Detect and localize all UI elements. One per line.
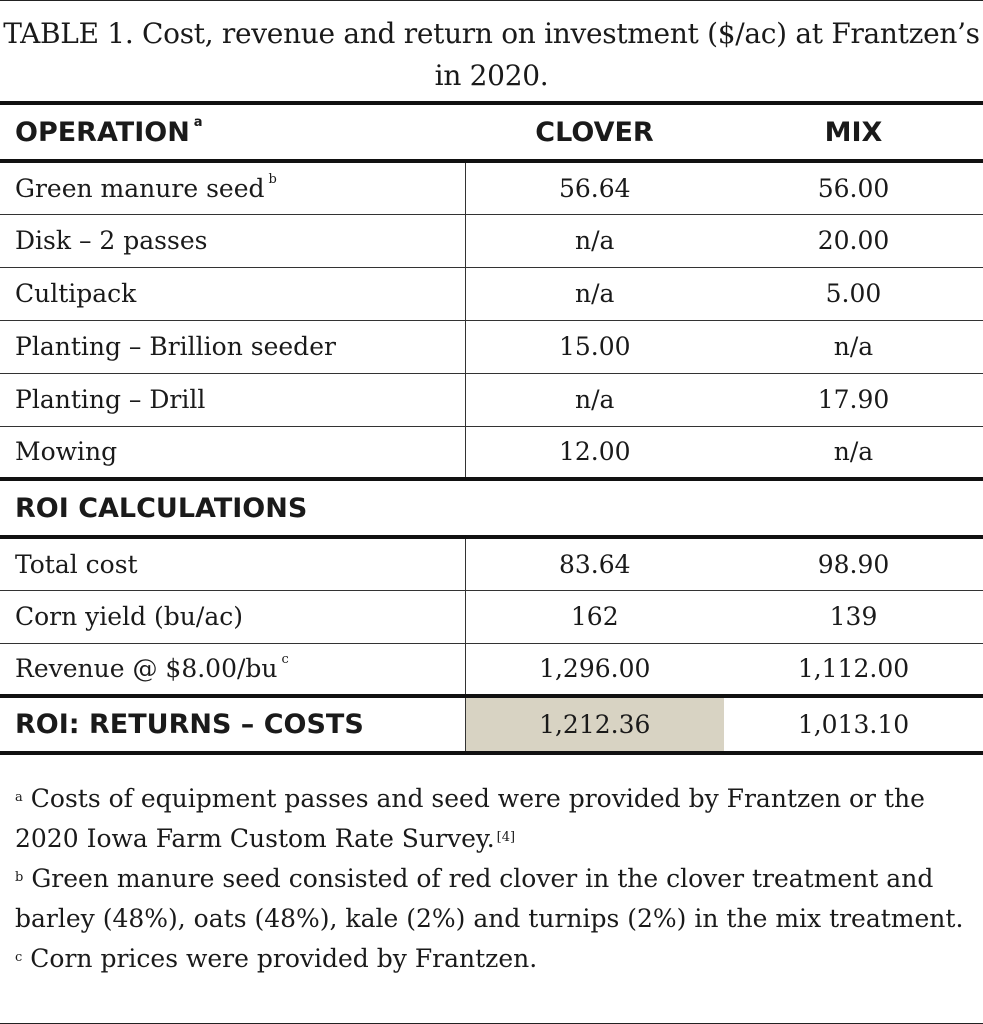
table-row (0, 537, 983, 590)
mix-cell: 20.00 (724, 214, 983, 267)
row-label: Cultipack (0, 267, 465, 320)
mix-cell: n/a (724, 320, 983, 373)
table-caption: TABLE 1. Cost, revenue and return on investment ($/ac) at Frantzen’s in 2020. (3, 17, 980, 92)
table-row (0, 643, 983, 696)
footnote-b (15, 859, 970, 939)
clover-cell: 83.64 (465, 537, 724, 590)
row-label: Disk – 2 passes (0, 214, 465, 267)
clover-cell: n/a (465, 214, 724, 267)
footnote-mark: c (15, 950, 23, 965)
row-label-text: Green manure seed (15, 173, 265, 203)
table-row (0, 426, 983, 479)
mix-cell: 17.90 (724, 373, 983, 426)
table-row (0, 590, 983, 643)
clover-cell: n/a (465, 373, 724, 426)
row-label: Total cost (0, 537, 465, 590)
header-operation (0, 103, 465, 161)
reference-marker: [4] (496, 830, 516, 845)
row-label (0, 643, 465, 696)
roi-mix-cell: 1,013.10 (724, 696, 983, 753)
footnote-marker: a (193, 114, 203, 130)
clover-cell: 15.00 (465, 320, 724, 373)
table-row (0, 267, 983, 320)
row-label: Planting – Brillion seeder (0, 320, 465, 373)
clover-cell: 12.00 (465, 426, 724, 479)
footnote-c (15, 939, 970, 979)
header-clover: CLOVER (465, 103, 724, 161)
roi-total-row (0, 696, 983, 753)
roi-section-title: ROI CALCULATIONS (0, 479, 983, 537)
row-label: Mowing (0, 426, 465, 479)
roi-clover-highlight-cell: 1,212.36 (465, 696, 724, 753)
mix-cell: 98.90 (724, 537, 983, 590)
table-row (0, 214, 983, 267)
footnote-mark: b (15, 870, 24, 885)
row-label (0, 161, 465, 214)
roi-total-label: ROI: RETURNS – COSTS (0, 696, 465, 753)
header-row (0, 103, 983, 161)
clover-cell: n/a (465, 267, 724, 320)
table-row (0, 161, 983, 214)
footnotes (15, 779, 970, 979)
table-row (0, 373, 983, 426)
cost-revenue-table (0, 101, 983, 755)
footnote-mark: a (15, 790, 23, 805)
row-label-text: Revenue @ $8.00/bu (15, 654, 278, 684)
table-row (0, 320, 983, 373)
mix-cell: 5.00 (724, 267, 983, 320)
mix-cell: 1,112.00 (724, 643, 983, 696)
clover-cell: 162 (465, 590, 724, 643)
row-label: Corn yield (bu/ac) (0, 590, 465, 643)
footnote-marker: c (281, 652, 289, 668)
footnote-marker: b (268, 171, 277, 187)
footnote-text: Corn prices were provided by Frantzen. (30, 944, 538, 973)
header-mix: MIX (724, 103, 983, 161)
clover-cell: 56.64 (465, 161, 724, 214)
footnote-text: Costs of equipment passes and seed were provided by Frantzen or the 2020 Iowa Farm Custom Rate Survey. (15, 784, 925, 853)
mix-cell: n/a (724, 426, 983, 479)
header-operation-label: OPERATION (15, 116, 190, 148)
row-label: Planting – Drill (0, 373, 465, 426)
mix-cell: 139 (724, 590, 983, 643)
clover-cell: 1,296.00 (465, 643, 724, 696)
footnote-a (15, 779, 970, 859)
section-header-row (0, 479, 983, 537)
footnote-text: Green manure seed consisted of red clover in the clover treatment and barley (48%), oats (48%), kale (2%) and turnips (2%) in the mix treatment. (15, 864, 964, 933)
mix-cell: 56.00 (724, 161, 983, 214)
